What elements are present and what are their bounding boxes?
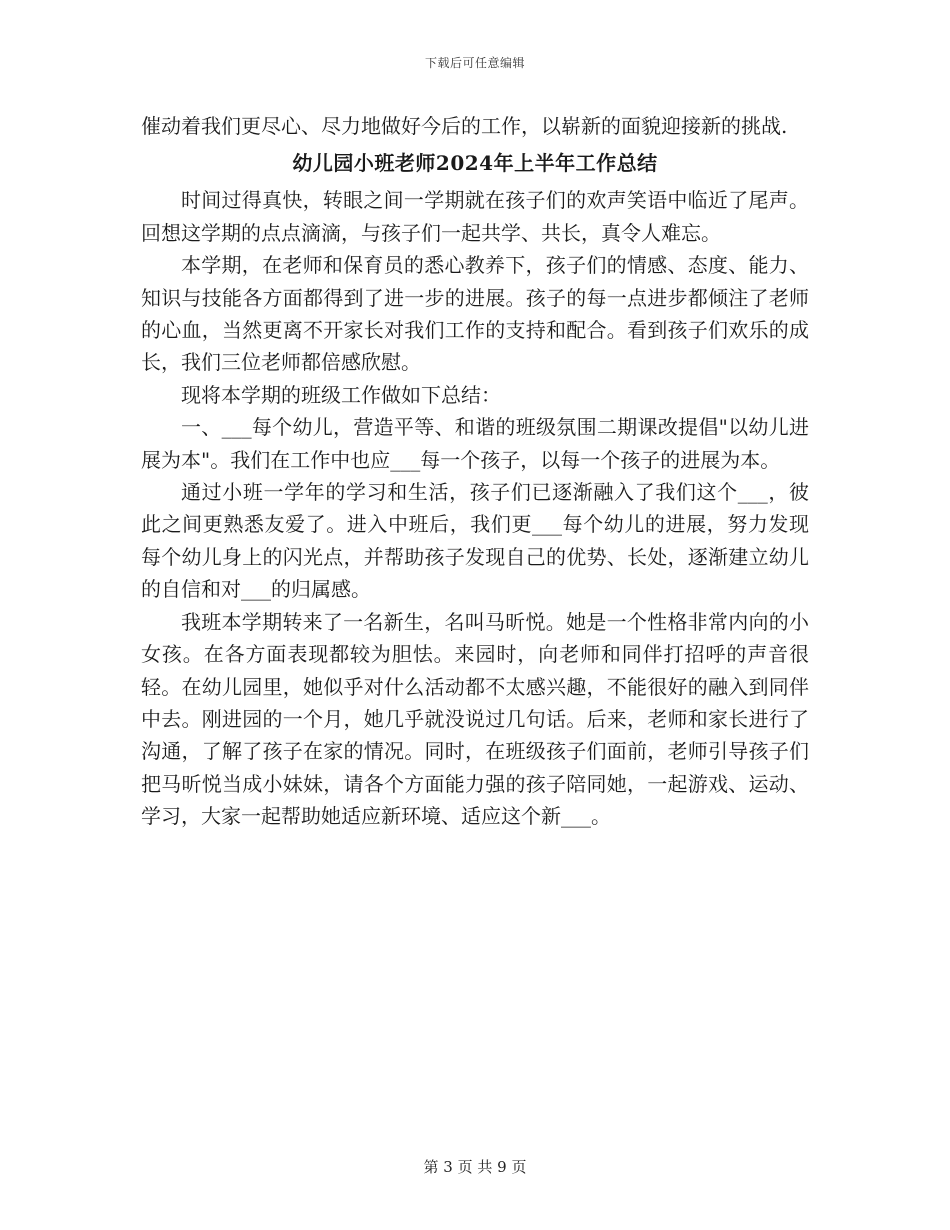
intro-paragraph: 催动着我们更尽心、尽力地做好今后的工作，以崭新的面貌迎接新的挑战.	[141, 114, 788, 138]
page-header-note: 下载后可任意编辑	[424, 56, 525, 70]
page-number-footer: 第 3 页 共 9 页	[423, 1158, 527, 1176]
body-paragraph-4: 一、___每个幼儿，营造平等、和谐的班级氛围二期课改提倡"以幼儿进展为本"。我们在工作中也应___每一个孩子，以每一个孩子的进展为本。	[141, 415, 809, 472]
document-body	[141, 110, 809, 833]
body-paragraph-6: 我班本学期转来了一名新生，名叫马昕悦。她是一个性格非常内向的小女孩。在各方面表现都较为胆怯。来园时，向老师和同伴打招呼的声音很轻。在幼儿园里，她似乎对什么活动都不太感兴趣，不能很好的融入到同伴中去。刚进园的一个月，她几乎就没说过几句话。后来，老师和家长进行了沟通，了解了孩子在家的情况。同时，在班级孩子们面前，老师引导孩子们把马昕悦当成小妹妹，请各个方面能力强的孩子陪同她，一起游戏、运动、学习，大家一起帮助她适应新环境、适应这个新___。	[141, 609, 809, 829]
body-paragraph-3: 现将本学期的班级工作做如下总结：	[181, 382, 501, 407]
body-paragraph-1: 时间过得真快，转眼之间一学期就在孩子们的欢声笑语中临近了尾声。回想这学期的点点滴滴，与孩子们一起共学、共长，真令人难忘。	[141, 188, 809, 245]
body-paragraph-5: 通过小班一学年的学习和生活，孩子们已逐渐融入了我们这个___，彼此之间更熟悉友爱了。进入中班后，我们更___每个幼儿的进展，努力发现每个幼儿身上的闪光点，并帮助孩子发现自己的优势、长处，逐渐建立幼儿的自信和对___的归属感。	[141, 480, 809, 602]
document-title: 幼儿园小班老师2024年上半年工作总结	[292, 151, 658, 176]
body-paragraph-2: 本学期，在老师和保育员的悉心教养下，孩子们的情感、态度、能力、知识与技能各方面都得到了进一步的进展。孩子的每一点进步都倾注了老师的心血，当然更离不开家长对我们工作的支持和配合。看到孩子们欢乐的成长，我们三位老师都倍感欣慰。	[141, 253, 809, 375]
